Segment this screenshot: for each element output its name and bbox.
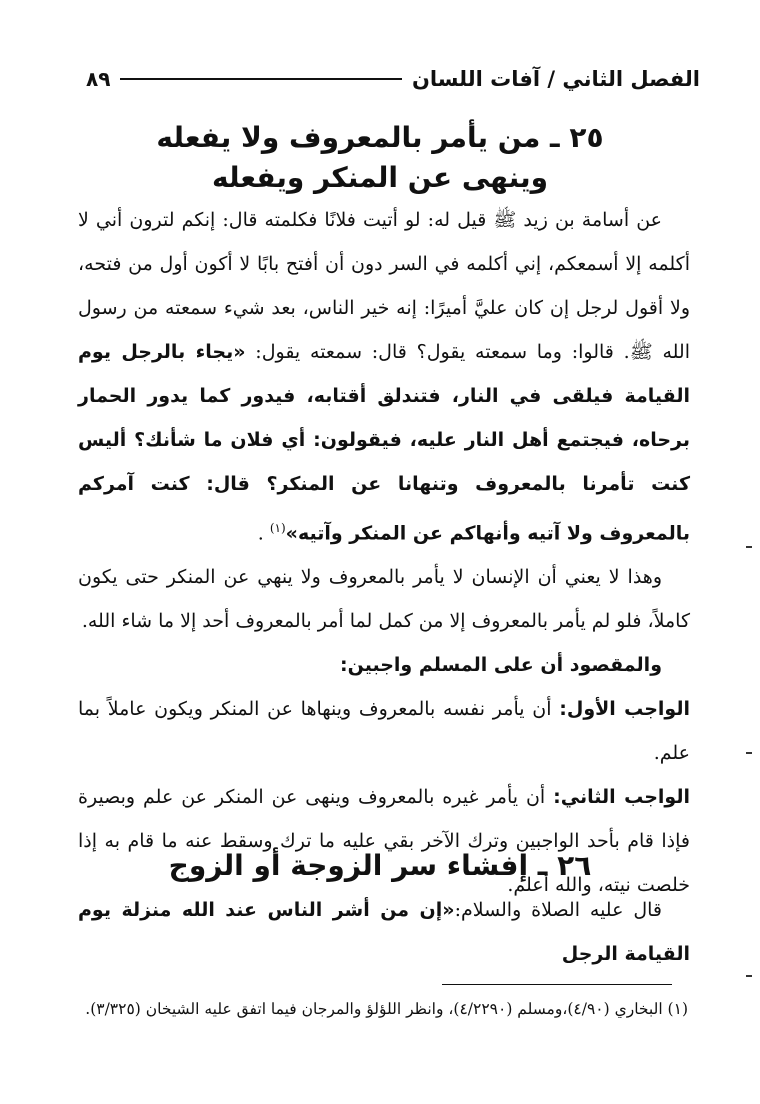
second-duty-label: الواجب الثاني:: [553, 786, 690, 809]
hadith-quote: «يجاء بالرجل يوم القيامة فيلقى في النار، فتندلق أقتابه، فيدور كما يدور الحمار برحاه، فيجتمع أهل النار عليه، فيقولون: أي فلان ما شأنك؟ أليس كنت تأمرنا بالمعروف وتنهانا عن المنكر؟ قال: كنت آمركم بالمعروف ولا آتيه وأنهاكم عن المنكر وآتيه»: [78, 341, 690, 545]
first-duty-text: أن يأمر نفسه بالمعروف وينهاها عن المنكر ويكون عاملاً بما علم.: [78, 698, 690, 765]
second-duty-text: أن يأمر غيره بالمعروف وينهى عن المنكر عن علم وبصيرة فإذا قام بأحد الواجبين وترك الآخر بقي عليه ما ترك وسقط عنه ما قام به إذا خلصت نيته، والله أعلم.: [78, 786, 690, 897]
header-rule: [120, 78, 402, 80]
paragraph-explanation: وهذا لا يعني أن الإنسان لا يأمر بالمعروف ولا ينهي عن المنكر حتى يكون كاملاً، فلو لم يأمر بالمعروف إلا من كمل لما أمر بالمعروف أحد إلا ما شاء الله.: [78, 566, 690, 633]
hadith-26-intro: قال عليه الصلاة والسلام:: [454, 899, 663, 921]
paragraph-first-duty: [78, 687, 690, 775]
section-26-title: ٢٦ ـ إفشاء سر الزوجة أو الزوج: [168, 849, 592, 882]
section-25-body: [78, 198, 690, 907]
margin-mark: [746, 546, 752, 548]
footnote-rule: [442, 984, 672, 985]
paragraph-hadith: [78, 198, 690, 555]
paragraph-hadith-26: [78, 888, 690, 976]
section-25-title-line2: وينهى عن المنكر ويفعله: [211, 161, 549, 194]
footnote: (١) البخاري (٤/٩٠)،ومسلم (٤/٢٢٩٠)، وانظر اللؤلؤ والمرجان فيما اتفق عليه الشيخان (٣/٣٢٥).: [85, 1000, 688, 1018]
section-26-body: [78, 888, 690, 976]
footnote-ref: (١): [269, 521, 286, 535]
section-25-title-line1: ٢٥ ـ من يأمر بالمعروف ولا يفعله: [156, 121, 604, 154]
paragraph-two-duties: [78, 643, 690, 687]
page-header: [86, 62, 700, 96]
page-number: ٨٩: [86, 67, 111, 91]
first-duty-label: الواجب الأول:: [559, 698, 690, 721]
hadith-end: .: [257, 522, 270, 545]
hadith-intro: عن أسامة بن زيد ﷺ قيل له: لو أتيت فلانًا فكلمته قال: إنكم لترون أني لا أكلمه إلا أسمعكم، إني أكلمه في السر دون أن أفتح بابًا لا أكون أول من فتحه، ولا أقول لرجل إن كان عليَّ أميرًا: إنه خير الناس، بعد شيء سمعته من رسول الله ﷺ. قالوا: وما سمعته يقول؟ قال: سمعته يقول:: [78, 209, 690, 363]
hadith-26-quote: «إن من أشر الناس عند الله منزلة يوم القيامة الرجل: [78, 899, 690, 965]
margin-mark: [746, 752, 752, 754]
running-title: الفصل الثاني / آفات اللسان: [412, 67, 700, 91]
margin-mark: [746, 975, 752, 977]
two-duties-text: والمقصود أن على المسلم واجبين:: [340, 654, 662, 677]
